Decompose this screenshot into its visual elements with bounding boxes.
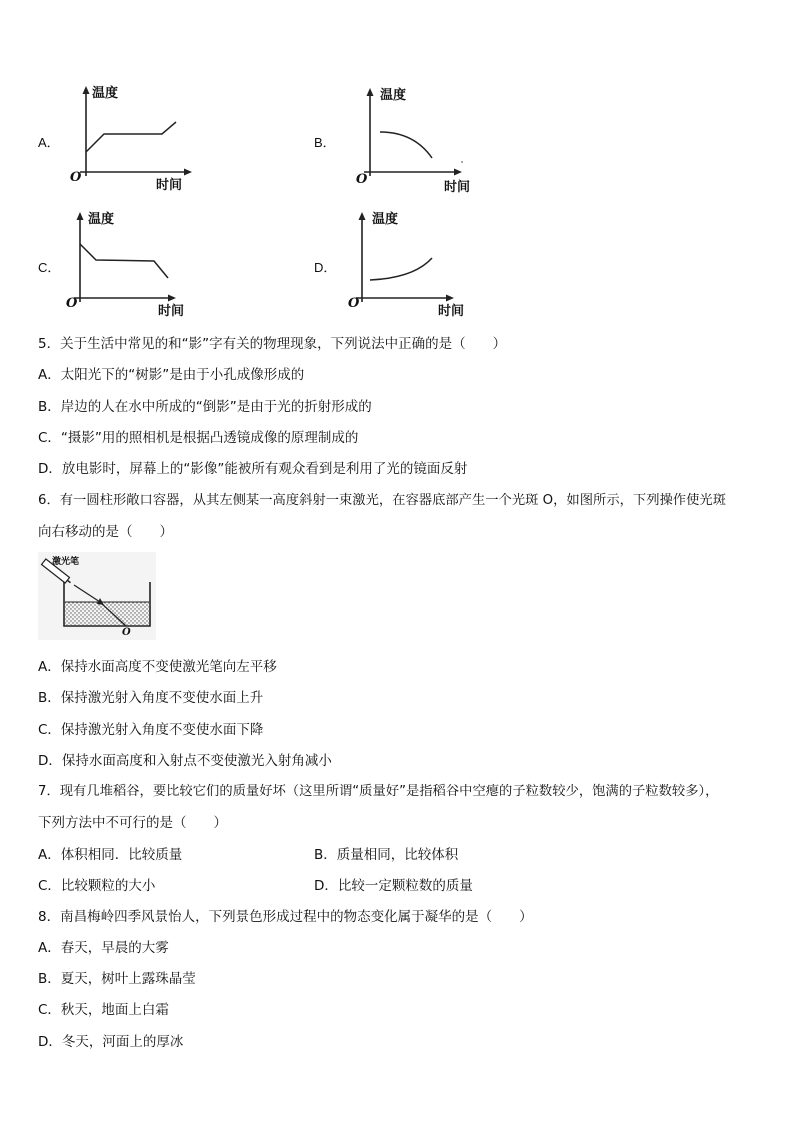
q4-option-d-letter: D． bbox=[314, 260, 337, 275]
q4-graph-c-origin: O bbox=[66, 296, 78, 311]
q6-option-a: A．保持水面高度不变使激光笔向左平移 bbox=[38, 659, 277, 675]
q4-graph-b-origin: O bbox=[356, 172, 368, 187]
q8-option-b: B．夏天，树叶上露珠晶莹 bbox=[38, 971, 196, 987]
q8-option-c: C．秋天，地面上白霜 bbox=[38, 1002, 169, 1018]
q7-option-c: C．比较颗粒的大小 bbox=[38, 878, 156, 894]
q5-option-a: A．太阳光下的“树影”是由于小孔成像形成的 bbox=[38, 367, 305, 383]
q7-stem-line1: 7．现有几堆稻谷，要比较它们的质量好坏（这里所谓“质量好”是指稻谷中空瘪的子粒数较少，饱满的子粒数较多）， bbox=[38, 784, 719, 799]
q4-graph-a-ylabel: 温度 bbox=[92, 86, 119, 101]
q5-option-c: C．“摄影”用的照相机是根据凸透镜成像的原理制成的 bbox=[38, 430, 359, 446]
q4-option-c-letter: C． bbox=[38, 260, 61, 275]
q7-stem-line2: 下列方法中不可行的是（ ） bbox=[38, 815, 227, 831]
q4-graph-a bbox=[70, 84, 200, 194]
q7-option-a: A．体积相同．比较质量 bbox=[38, 847, 183, 863]
q7-option-d: D．比较一定颗粒数的质量 bbox=[314, 878, 473, 894]
q6-stem-line2: 向右移动的是（ ） bbox=[38, 524, 173, 540]
q6-figure bbox=[38, 552, 156, 640]
q4-graph-d-xlabel: 时间 bbox=[438, 304, 465, 319]
q4-graph-d-origin: O bbox=[348, 296, 360, 311]
q6-option-d: D．保持水面高度和入射点不变使激光入射角减小 bbox=[38, 753, 332, 769]
q5-option-d: D．放电影时，屏幕上的“影像”能被所有观众看到是利用了光的镜面反射 bbox=[38, 461, 468, 477]
q4-option-a-letter: A． bbox=[38, 135, 60, 150]
q4-graph-c-curve bbox=[80, 244, 168, 278]
q4-graph-d-curve bbox=[370, 258, 432, 280]
q4-graph-a-xlabel: 时间 bbox=[156, 178, 183, 193]
q6-option-b: B．保持激光射入角度不变使水面上升 bbox=[38, 690, 264, 706]
q5-stem: 5．关于生活中常见的和“影”字有关的物理现象，下列说法中正确的是（ ） bbox=[38, 336, 507, 352]
q4-graph-c-ylabel: 温度 bbox=[88, 212, 115, 227]
q4-graph-a-origin: O bbox=[70, 170, 82, 185]
q8-stem: 8．南昌梅岭四季风景怡人，下列景色形成过程中的物态变化属于凝华的是（ ） bbox=[38, 909, 533, 925]
q4-graph-c-xlabel: 时间 bbox=[158, 304, 185, 319]
q4-graph-b-ylabel: 温度 bbox=[380, 88, 407, 103]
q4-graph-b bbox=[354, 84, 484, 194]
q6-spot-label: O bbox=[122, 627, 131, 638]
q6-option-c: C．保持激光射入角度不变使水面下降 bbox=[38, 722, 264, 738]
q4-graph-d-ylabel: 温度 bbox=[372, 212, 399, 227]
q6-stem-line1: 6．有一圆柱形敞口容器，从其左侧某一高度斜射一束激光，在容器底部产生一个光斑 O，如图所示，下列操作使光斑 bbox=[38, 493, 726, 508]
q6-water bbox=[65, 602, 149, 625]
q4-option-b-letter: B． bbox=[314, 135, 336, 150]
q4-graph-c bbox=[64, 208, 194, 320]
q4-graph-d bbox=[346, 208, 476, 320]
q5-option-b: B．岸边的人在水中所成的“倒影”是由于光的折射形成的 bbox=[38, 399, 372, 415]
q7-option-b: B．质量相同，比较体积 bbox=[314, 847, 459, 863]
q4-graph-a-curve bbox=[86, 122, 176, 152]
q8-option-d: D．冬天，河面上的厚冰 bbox=[38, 1034, 184, 1050]
q4-graph-b-xlabel: 时间 bbox=[444, 180, 471, 195]
q4-graph-b-curve bbox=[380, 132, 432, 158]
q6-pen-label: 激光笔 bbox=[52, 557, 80, 567]
q8-option-a: A．春天，早晨的大雾 bbox=[38, 940, 169, 956]
